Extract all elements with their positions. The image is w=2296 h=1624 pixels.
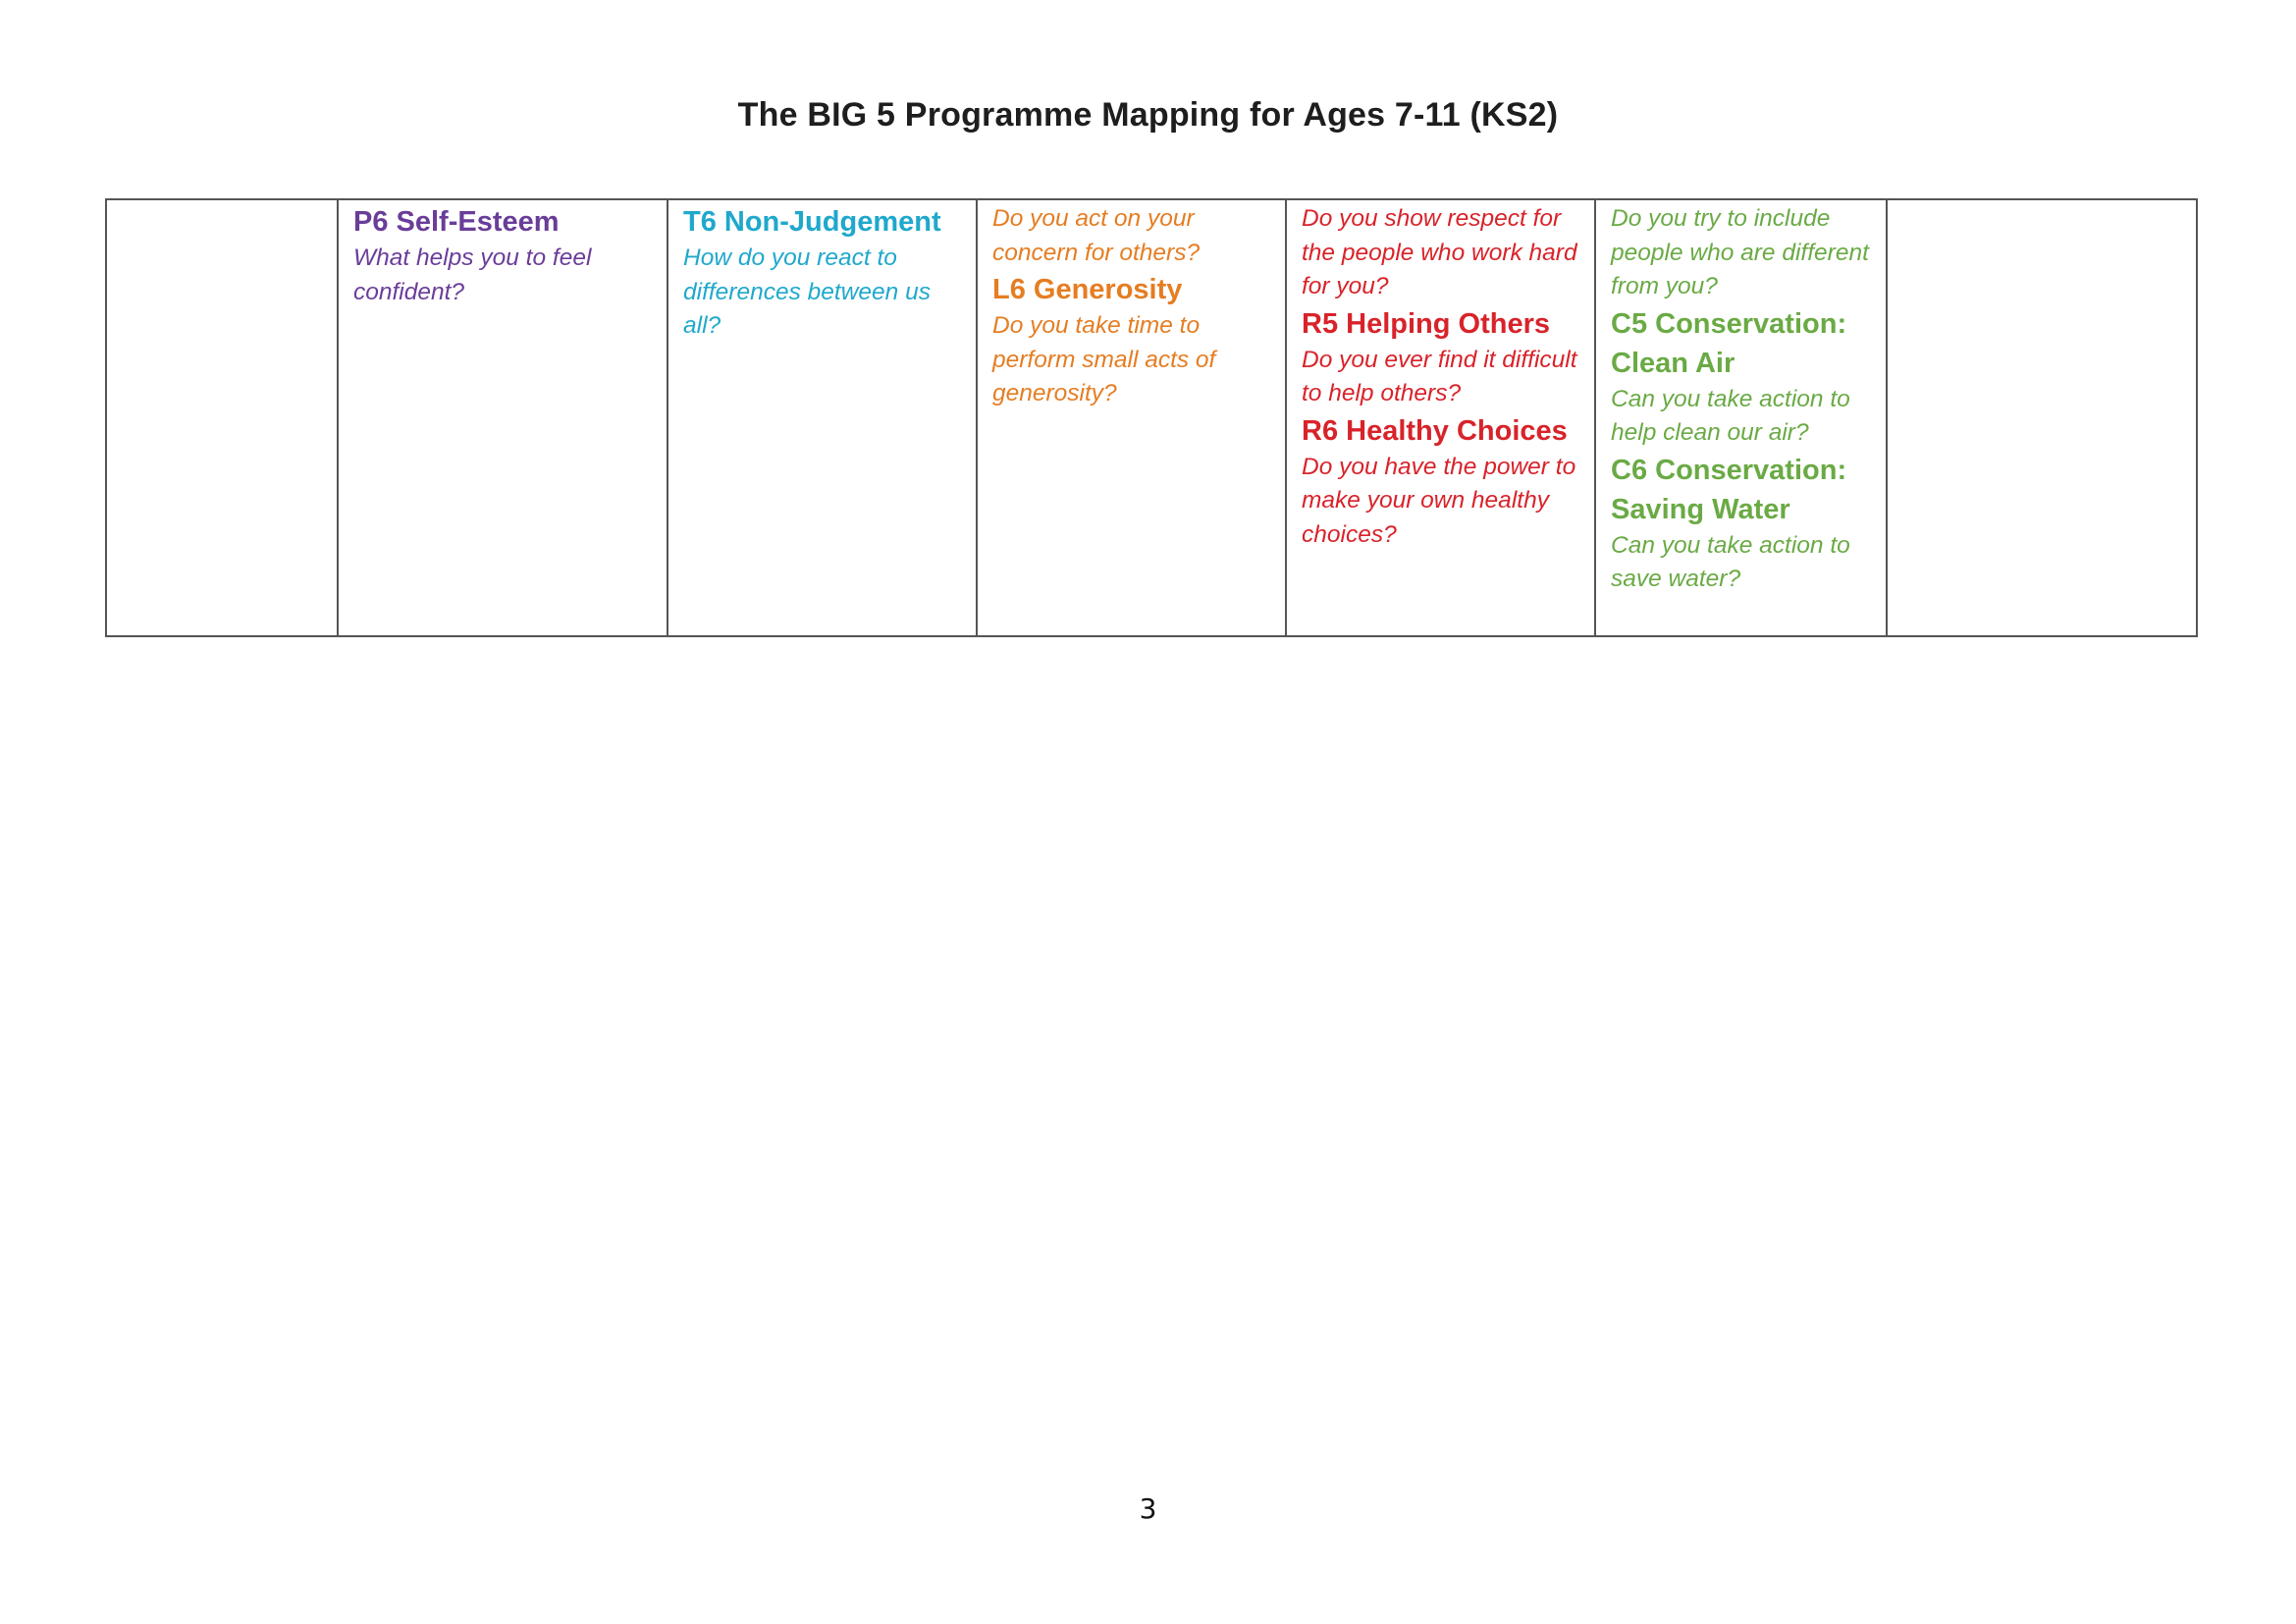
c5-question: Can you take action to help clean our air? xyxy=(1611,385,1850,446)
c5-heading: C5 Conservation: Clean Air xyxy=(1611,307,1847,379)
t-column-cell xyxy=(667,199,977,636)
r5-question: Do you ever find it difficult to help others? xyxy=(1302,346,1577,406)
c-lead-question: Do you try to include people who are different from you? xyxy=(1611,205,1869,299)
l-lead-question: Do you act on your concern for others? xyxy=(992,205,1201,266)
r6-heading: R6 Healthy Choices xyxy=(1302,414,1568,447)
page-title: The BIG 5 Programme Mapping for Ages 7-11 (KS2) xyxy=(737,96,1559,134)
empty-first-cell xyxy=(106,199,338,636)
t6-heading: T6 Non-Judgement xyxy=(683,206,941,238)
p6-heading: P6 Self-Esteem xyxy=(353,206,560,238)
c6-question: Can you take action to save water? xyxy=(1611,531,1850,592)
t6-question: How do you react to differences between us all? xyxy=(683,244,931,339)
r5-heading: R5 Helping Others xyxy=(1302,307,1550,340)
r-column-cell xyxy=(1286,199,1595,636)
r6-question: Do you have the power to make your own healthy choices? xyxy=(1302,453,1576,548)
p-column-cell xyxy=(338,199,667,636)
empty-last-cell xyxy=(1887,199,2197,636)
l6-question: Do you take time to perform small acts of generosity? xyxy=(992,312,1216,406)
l-column-cell xyxy=(977,199,1286,636)
programme-mapping-table xyxy=(105,198,2198,637)
r-lead-question: Do you show respect for the people who work hard for you? xyxy=(1302,205,1577,299)
l6-heading: L6 Generosity xyxy=(992,274,1183,305)
page-number: 3 xyxy=(1139,1492,1157,1525)
c6-heading: C6 Conservation: Saving Water xyxy=(1611,454,1847,525)
p6-question: What helps you to feel confident? xyxy=(353,244,592,305)
table-row xyxy=(106,199,2197,636)
c-column-cell xyxy=(1595,199,1887,636)
